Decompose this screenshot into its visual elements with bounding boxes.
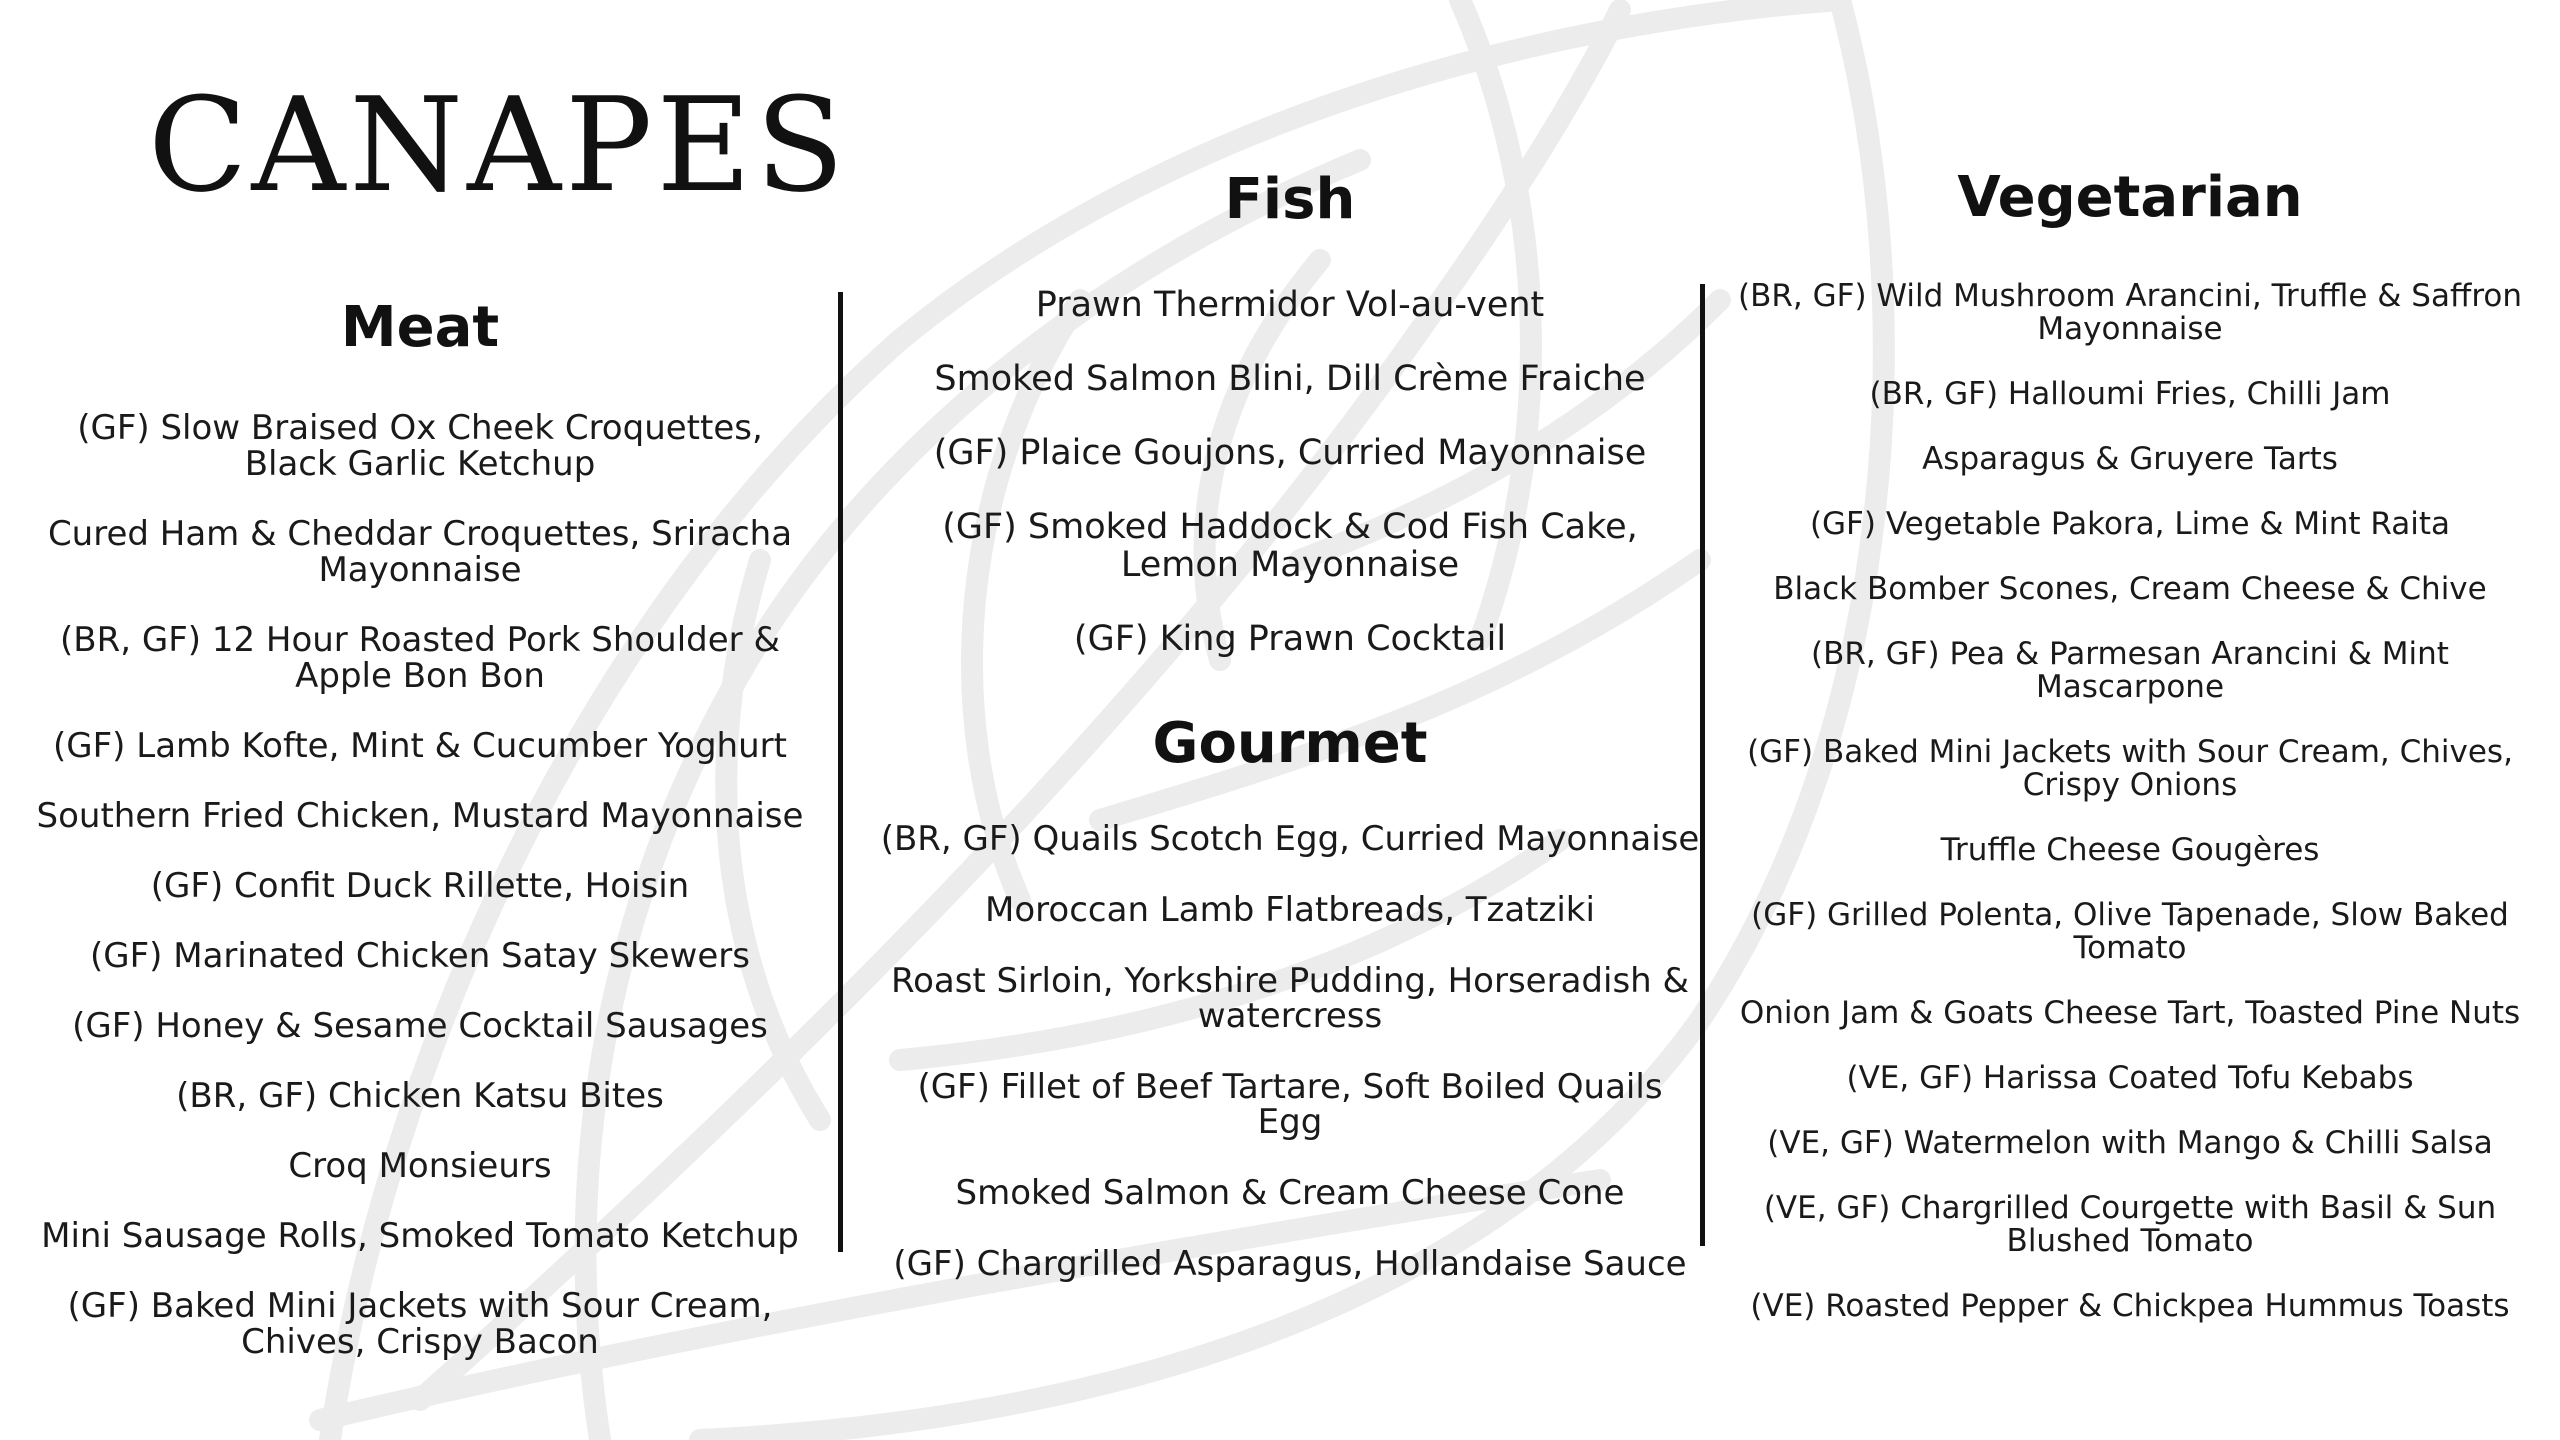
meat-section — [30, 295, 810, 1394]
vegetarian-section — [1730, 165, 2530, 1355]
menu-item: (GF) Honey & Sesame Cocktail Sausages — [72, 1006, 768, 1046]
menu-item: Smoked Salmon & Cream Cheese Cone — [955, 1173, 1625, 1213]
menu-item: (GF) Vegetable Pakora, Lime & Mint Raita — [1809, 506, 2451, 542]
menu-item: (VE) Roasted Pepper & Chickpea Hummus Toasts — [1750, 1288, 2510, 1324]
menu-item: Truffle Cheese Gougères — [1940, 832, 2320, 868]
fish-section — [880, 167, 1700, 694]
menu-item: Onion Jam & Goats Cheese Tart, Toasted Pine Nuts — [1739, 995, 2521, 1031]
menu-item: (GF) Fillet of Beef Tartare, Soft Boiled Quails Egg — [917, 1067, 1663, 1142]
menu-item: (BR, GF) Halloumi Fries, Chilli Jam — [1869, 376, 2391, 412]
menu-item: (GF) Baked Mini Jackets with Sour Cream, Chives, Crispy Bacon — [67, 1286, 773, 1362]
menu-item: Moroccan Lamb Flatbreads, Tzatziki — [985, 890, 1595, 930]
vegetarian-list — [1730, 280, 2530, 1323]
menu-item: Cured Ham & Cheddar Croquettes, Sriracha Mayonnaise — [47, 514, 793, 590]
vegetarian-heading: Vegetarian — [1957, 165, 2303, 230]
menu-item: Southern Fried Chicken, Mustard Mayonnaise — [36, 796, 804, 836]
menu-item: (VE, GF) Harissa Coated Tofu Kebabs — [1846, 1060, 2414, 1096]
menu-item: (GF) Smoked Haddock & Cod Fish Cake, Lemon Mayonnaise — [942, 507, 1638, 585]
gourmet-list — [880, 819, 1700, 1284]
menu-item: (GF) Grilled Polenta, Olive Tapenade, Slow Baked Tomato — [1751, 897, 2509, 966]
menu-item: (BR, GF) Quails Scotch Egg, Curried Mayonnaise — [880, 819, 1700, 859]
menu-item: (GF) Slow Braised Ox Cheek Croquettes, Black Garlic Ketchup — [77, 408, 763, 484]
menu-item: (GF) Plaice Goujons, Curried Mayonnaise — [933, 433, 1647, 473]
menu-item: (GF) Marinated Chicken Satay Skewers — [90, 936, 750, 976]
fish-heading: Fish — [1224, 167, 1356, 232]
meat-heading: Meat — [340, 295, 500, 360]
menu-item: Roast Sirloin, Yorkshire Pudding, Horseradish & watercress — [890, 961, 1690, 1036]
gourmet-section — [880, 711, 1700, 1318]
menu-item: (GF) Lamb Kofte, Mint & Cucumber Yoghurt — [53, 726, 787, 766]
menu-item: (GF) Chargrilled Asparagus, Hollandaise Sauce — [893, 1244, 1687, 1284]
gourmet-heading: Gourmet — [1152, 711, 1428, 776]
menu-item: (BR, GF) Pea & Parmesan Arancini & Mint Mascarpone — [1811, 636, 2449, 705]
menu-item: (BR, GF) 12 Hour Roasted Pork Shoulder & Apple Bon Bon — [60, 620, 780, 696]
meat-list — [30, 410, 810, 1360]
menu-item: (VE, GF) Watermelon with Mango & Chilli Salsa — [1767, 1125, 2493, 1161]
page-title: CANAPES — [148, 69, 849, 221]
menu-item: (GF) King Prawn Cocktail — [1073, 619, 1507, 659]
menu-item: Black Bomber Scones, Cream Cheese & Chive — [1773, 571, 2487, 607]
column-divider — [1700, 284, 1705, 1246]
menu-item: Asparagus & Gruyere Tarts — [1922, 441, 2338, 477]
menu-item: Prawn Thermidor Vol-au-vent — [1035, 285, 1545, 325]
menu-item: (BR, GF) Chicken Katsu Bites — [176, 1076, 664, 1116]
column-divider — [838, 292, 843, 1252]
menu-item: Smoked Salmon Blini, Dill Crème Fraiche — [934, 359, 1646, 399]
menu-item: (BR, GF) Wild Mushroom Arancini, Truffle & Saffron Mayonnaise — [1737, 278, 2522, 347]
menu-item: (GF) Baked Mini Jackets with Sour Cream, Chives, Crispy Onions — [1747, 734, 2513, 803]
menu-item: (GF) Confit Duck Rillette, Hoisin — [150, 866, 690, 906]
menu-item: Mini Sausage Rolls, Smoked Tomato Ketchup — [41, 1216, 799, 1256]
menu-item: (VE, GF) Chargrilled Courgette with Basil & Sun Blushed Tomato — [1763, 1190, 2497, 1259]
fish-list — [880, 286, 1700, 658]
menu-item: Croq Monsieurs — [288, 1146, 552, 1186]
